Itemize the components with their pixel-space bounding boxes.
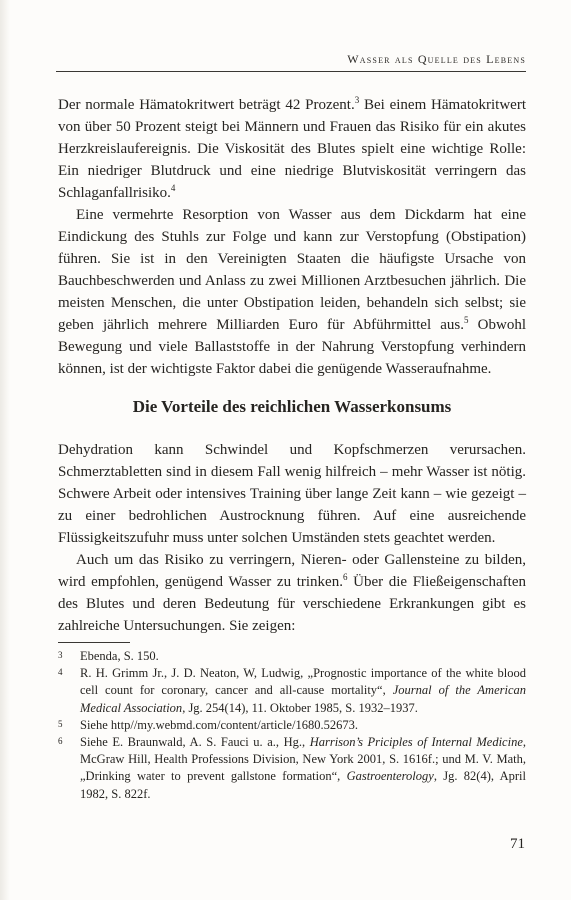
footnote-ref[interactable]: 3 — [354, 95, 360, 105]
paragraph-dehydration: Dehydration kann Schwindel und Kopfschmerzen verursachen. Schmerztabletten sind in diesem Fall wenig hilfreich – mehr Wasser ist nötig. Schwere Arbeit oder intensives Training über lange Zeit kann – wie gezeigt – zu einer bedrohlichen Austrocknung führen. Auf eine ausreichende Flüssigkeitszufuhr muss unter solchen Umständen stets geachtet werden. — [58, 442, 526, 546]
footnote-text: , McGraw Hill, Health Professions Division, New York 2001, S. 1616f.; und M. V. Math, „Drinking water to prevent gallstone formation“, — [80, 735, 526, 784]
footnote-ref[interactable]: 6 — [342, 572, 348, 582]
footnote-4 — [58, 665, 526, 717]
footnote-ref[interactable]: 4 — [170, 183, 176, 193]
text-run: Auch um das Risiko zu verringern, Nieren- oder Gallensteine zu bilden, wird empfohlen, genügend Wasser zu trinken. — [58, 552, 526, 590]
footnote-text: Siehe E. Braunwald, A. S. Fauci u. a., Hg., — [80, 735, 310, 750]
text-run: Obwohl Bewegung und viele Ballaststoffe in der Nahrung Verstopfung verhindern können, ist der wichtigste Faktor dabei die genügende Wasseraufnahme. — [58, 317, 526, 377]
footnote-number: 6 — [58, 736, 63, 747]
text-run: Eine vermehrte Resorption von Wasser aus dem Dickdarm hat eine Eindickung des Stuhls zur Folge und kann zur Verstopfung (Obstipation) führen. Sie ist in den Vereinigten Staaten die häufigste Ursache von Bauchbeschwerden und Anlass zu zwei Millionen Arztbesuchen jährlich. Die meisten Menschen, die unter Obstipation leiden, behandeln sich selbst; sie geben jährlich mehrere Milliarden Euro für Abführmittel aus. — [58, 207, 526, 333]
footnote-number: 3 — [58, 650, 63, 660]
footnote-number: 4 — [58, 667, 63, 678]
footnote-text: , Jg. 254(14), 11. Oktober 1985, S. 1932–1937. — [182, 700, 418, 715]
text-run: Der normale Hämatokritwert beträgt 42 Prozent. — [58, 97, 355, 113]
footnote-title: Gastroenterology — [346, 769, 434, 784]
paragraph-hematocrit — [58, 94, 526, 204]
text-run: Über die Fließeigenschaften des Blutes und deren Bedeutung für verschiedene Erkrankungen gibt es zahlreiche Untersuchungen. Sie zeigen: — [58, 574, 526, 634]
footnotes — [58, 648, 526, 803]
paragraph-kidney-stones — [58, 549, 526, 637]
section-heading: Die Vorteile des reichlichen Wasserkonsums — [132, 397, 452, 416]
footnote-text: R. H. Grimm Jr., J. D. Neaton, W, Ludwig, „Prognostic importance of the white blood cell count for coronary, cancer and all-cause mortality“, — [80, 666, 526, 698]
page-binding-shadow — [0, 0, 10, 900]
header-rule — [56, 71, 526, 72]
paragraph-constipation — [58, 204, 526, 380]
footnote-text: Ebenda, S. 150. — [80, 649, 159, 663]
footnote-title: Journal of the American Medical Association — [80, 683, 526, 715]
footnote-text: Siehe http//my.webmd.com/content/article/1680.52673. — [80, 717, 358, 732]
page-number: 71 — [510, 836, 525, 852]
footnote-rule — [58, 642, 130, 643]
body-text — [58, 94, 526, 637]
footnote-6 — [58, 734, 526, 803]
footnote-title: Harrison’s Priciples of Internal Medicine — [309, 735, 523, 750]
footnote-5 — [58, 717, 526, 734]
footnote-ref[interactable]: 5 — [464, 315, 469, 325]
footnote-number: 5 — [58, 718, 63, 729]
footnote-text: , Jg. 82(4), April 1982, S. 822f. — [80, 769, 526, 801]
running-header: Wasser als Quelle des Lebens — [347, 52, 526, 66]
text-run: Bei einem Hämatokritwert von über 50 Prozent steigt bei Männern und Frauen das Risiko für ein akutes Herzkreislaufereignis. Die Viskosität des Blutes spielt eine wichtige Rolle: Ein niedriger Blutdruck und eine niedrige Blutviskosität verringern das Schlaganfallrisiko. — [58, 97, 527, 201]
footnote-3 — [58, 648, 526, 665]
